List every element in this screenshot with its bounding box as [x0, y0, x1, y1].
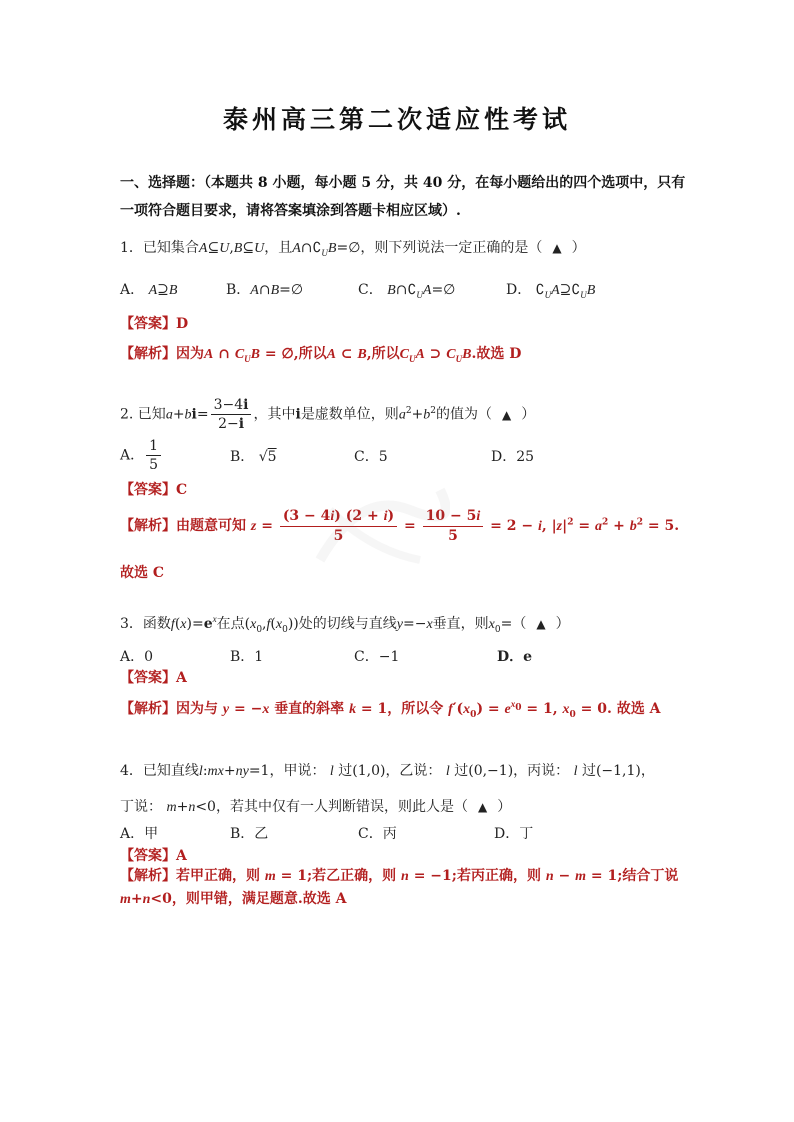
question-3: 3．函数$f(x)=e^x$在点$(x_0,f(x_0))$处的切线与直线y=−x垂直，则$x_0=$（ ▲ ）: [120, 614, 570, 635]
q4-answer: 【答案】A: [120, 848, 187, 864]
q4-analysis-line-1: 【解析】若甲正确，则 m = 1;若乙正确，则 n = −1;若丙正确，则 n − m = 1;结合丁说: [120, 868, 679, 884]
q4-analysis-line-2: m+n<0，则甲错，满足题意.故选 A: [120, 891, 347, 907]
q4-option-b: B．乙: [230, 826, 269, 842]
question-2: 2. 已知a+bi= $\frac{3-4i}{2-i}$ ，其中i是虚数单位，则$a^2+b^2$的值为（ ▲ ）: [120, 397, 536, 432]
watermark-image: [300, 470, 450, 590]
q3-option-c: C．−1: [354, 649, 400, 665]
question-4-line-2: 丁说： m+n<0，若其中仅有一人判断错误，则此人是（ ▲ ）: [120, 799, 512, 815]
q2-option-c: C．5: [354, 449, 388, 465]
question-1: 1．已知集合A⊆U,B⊆U，且$A\cap∁_UB=\emptyset$，则下列说法一定正确的是（ ▲ ）: [120, 240, 586, 258]
q3-analysis: 【解析】因为与 y = −x 垂直的斜率 k = 1，所以令 $f'(x_0) = e^{x_0} = 1$, $x_0 = 0$. 故选 A: [120, 699, 661, 720]
q1-option-c: C． $B\cap∁_UA=\emptyset$: [358, 282, 456, 300]
q4-option-d: D．丁: [494, 826, 534, 842]
blank-triangle-icon: ▲: [502, 407, 512, 422]
q2-analysis: 【解析】由题意可知 z = $\frac{(3 - 4i) (2 + i)}{5}$ = $\frac{10 - 5i}{5}$ = 2 − i, $|z|^2 = a^2 + b^2 = 5$.: [120, 508, 680, 544]
q4-option-c: C．丙: [358, 826, 397, 842]
blank-triangle-icon: ▲: [552, 241, 562, 255]
q1-option-d: D． $∁_UA⊇∁_UB$: [506, 282, 596, 300]
q3-option-d: D．e: [497, 649, 533, 665]
page-title: 泰州高三第二次适应性考试: [222, 105, 571, 134]
q1-analysis: 【解析】因为A ∩ $C_UB$ = ∅,所以A ⊂ B,所以$C_UA$ ⊃ $C_UB$.故选 D: [120, 346, 522, 364]
q2-option-b: B． √5: [230, 449, 277, 465]
question-4-line-1: 4．已知直线l:mx+ny=1，甲说： l 过(1,0)，乙说： l 过(0,−1)，丙说： l 过(−1,1)，: [120, 763, 655, 779]
q2-analysis-end: 故选 C: [120, 565, 165, 581]
q3-option-a: A．0: [120, 649, 154, 665]
q1-option-b: B．A∩B=∅: [226, 282, 304, 298]
q1-option-a: A． A⊇B: [120, 282, 178, 298]
q2-option-d: D．25: [491, 449, 535, 465]
q2-option-a: A． $\frac{1}{5}$: [120, 437, 163, 474]
section-heading-line-1: 一、选择题：（本题共 8 小题，每小题 5 分，共 40 分，在每小题给出的四个选项中，只有: [120, 175, 686, 191]
q4-option-a: A．甲: [120, 826, 159, 842]
section-heading-line-2: 一项符合题目要求，请将答案填涂到答题卡相应区域）.: [120, 203, 461, 219]
q1-answer: 【答案】D: [120, 316, 189, 332]
q2-answer: 【答案】C: [120, 482, 188, 498]
q3-answer: 【答案】A: [120, 670, 187, 686]
blank-triangle-icon: ▲: [477, 800, 488, 814]
q2-fraction: $\frac{3-4i}{2-i}$: [211, 396, 252, 433]
blank-triangle-icon: ▲: [536, 617, 546, 631]
q3-option-b: B．1: [230, 649, 264, 665]
